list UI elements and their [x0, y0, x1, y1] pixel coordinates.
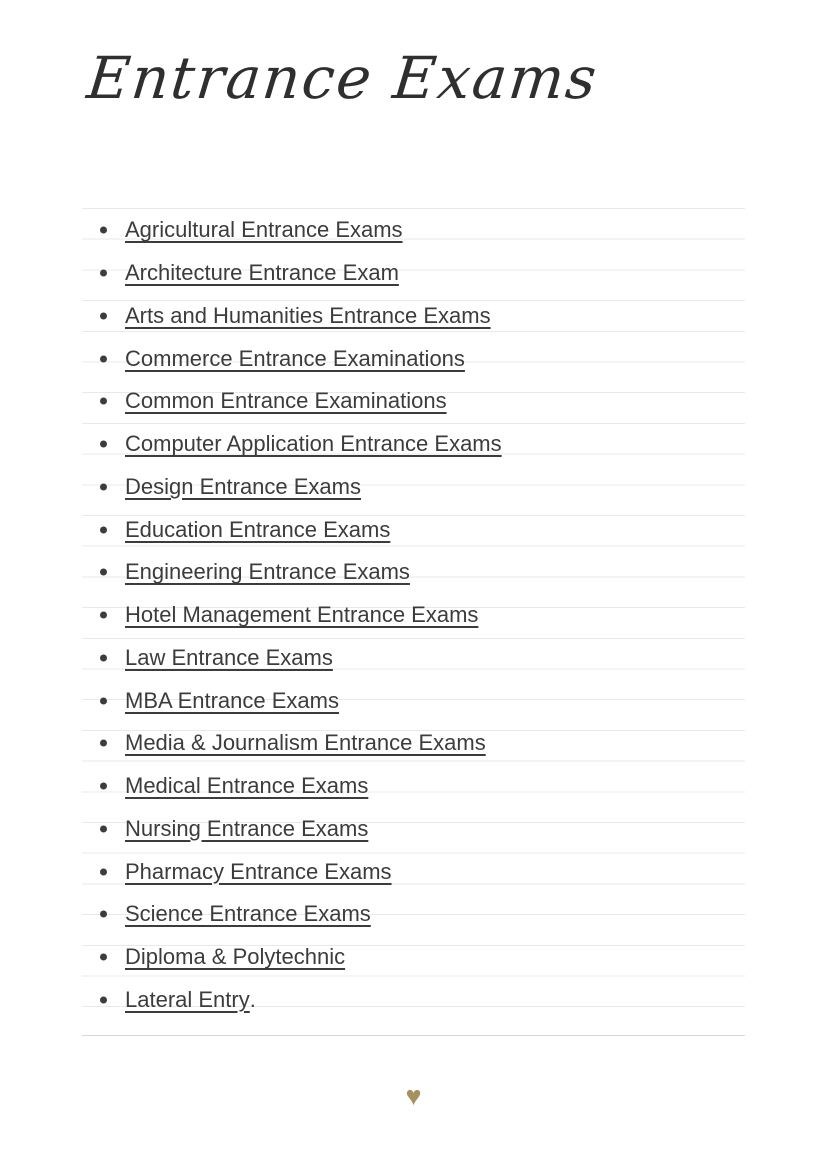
- exam-category-link[interactable]: Law Entrance Exams: [125, 644, 333, 670]
- list-item: [82, 893, 745, 936]
- list-item: [82, 765, 745, 808]
- exam-category-link[interactable]: MBA Entrance Exams: [125, 687, 339, 713]
- exam-category-link[interactable]: Science Entrance Exams: [125, 901, 371, 927]
- list-item: [82, 551, 745, 594]
- footer-divider: [0, 1083, 827, 1110]
- exam-category-link[interactable]: Diploma & Polytechnic: [125, 944, 346, 970]
- list-item: [82, 380, 745, 423]
- list-item: [82, 508, 745, 551]
- list-item: [82, 466, 745, 509]
- exam-category-link[interactable]: Hotel Management Entrance Exams: [125, 602, 479, 628]
- list-item: [82, 337, 745, 380]
- exam-category-link[interactable]: Medical Entrance Exams: [125, 773, 369, 799]
- list-item: [82, 295, 745, 338]
- exam-category-link[interactable]: Commerce Entrance Examinations: [125, 345, 465, 371]
- list-item: [82, 637, 745, 680]
- list-item: [82, 850, 745, 893]
- exam-category-link[interactable]: Agricultural Entrance Exams: [125, 217, 403, 243]
- exam-category-link[interactable]: Engineering Entrance Exams: [125, 559, 410, 585]
- exam-category-link[interactable]: Common Entrance Examinations: [125, 388, 447, 414]
- entrance-exams-list-panel: [82, 208, 745, 1036]
- list-item: [82, 594, 745, 637]
- exam-category-link[interactable]: Computer Application Entrance Exams: [125, 431, 502, 457]
- exam-category-link[interactable]: Pharmacy Entrance Exams: [125, 858, 392, 884]
- exam-category-link[interactable]: Media & Journalism Entrance Exams: [125, 730, 486, 756]
- exam-category-link[interactable]: Lateral Entry: [125, 986, 250, 1012]
- exam-category-link[interactable]: Education Entrance Exams: [125, 516, 391, 542]
- list-item: [82, 209, 745, 252]
- list-item: [82, 423, 745, 466]
- list-item-suffix: .: [249, 986, 256, 1012]
- entrance-exams-list: [82, 209, 745, 1021]
- heart-icon: ♥: [405, 1081, 422, 1111]
- page-title: Entrance Exams: [84, 44, 602, 112]
- exam-category-link[interactable]: Design Entrance Exams: [125, 473, 361, 499]
- exam-category-link[interactable]: Nursing Entrance Exams: [125, 815, 369, 841]
- list-item: [82, 936, 745, 979]
- list-item: [82, 979, 745, 1022]
- list-item: [82, 808, 745, 851]
- list-item: [82, 679, 745, 722]
- exam-category-link[interactable]: Architecture Entrance Exam: [125, 260, 399, 286]
- list-item: [82, 252, 745, 295]
- exam-category-link[interactable]: Arts and Humanities Entrance Exams: [125, 302, 491, 328]
- list-item: [82, 722, 745, 765]
